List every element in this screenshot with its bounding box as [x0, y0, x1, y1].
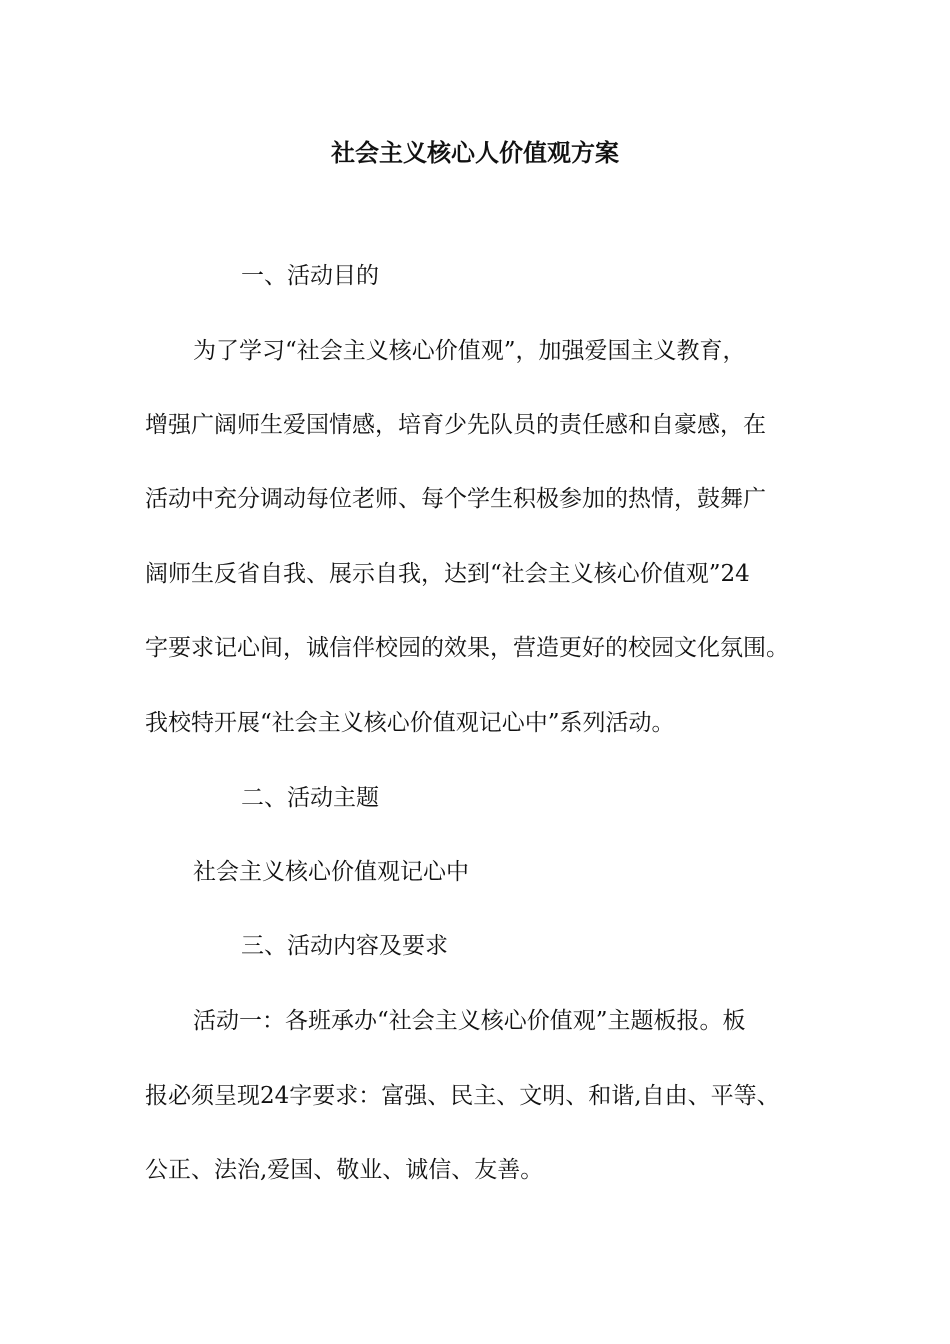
paragraph-line: 活动中充分调动每位老师、每个学生积极参加的热情，鼓舞广	[145, 486, 766, 512]
paragraph-line: 公正、法治,爱国、敬业、诚信、友善。	[145, 1157, 544, 1183]
section-heading-2: 二、活动主题	[241, 785, 379, 811]
paragraph-line: 社会主义核心价值观记心中	[193, 859, 469, 885]
paragraph-line: 阔师生反省自我、展示自我，达到“社会主义核心价值观”24	[145, 561, 750, 587]
paragraph-line: 活动一：各班承办“社会主义核心价值观”主题板报。板	[193, 1008, 746, 1034]
section-heading-1: 一、活动目的	[241, 263, 379, 289]
paragraph-line: 为了学习“社会主义核心价值观”，加强爱国主义教育，	[193, 338, 746, 364]
section-heading-3: 三、活动内容及要求	[241, 933, 448, 959]
paragraph-line: 我校特开展“社会主义核心价值观记心中”系列活动。	[145, 710, 675, 736]
paragraph-line: 增强广阔师生爱国情感，培育少先队员的责任感和自豪感，在	[145, 412, 766, 438]
document-title: 社会主义核心人价值观方案	[331, 138, 619, 167]
paragraph-line: 字要求记心间，诚信伴校园的效果，营造更好的校园文化氛围。	[145, 635, 789, 661]
paragraph-line: 报必须呈现24字要求：富强、民主、文明、和谐,自由、平等、	[145, 1083, 780, 1109]
